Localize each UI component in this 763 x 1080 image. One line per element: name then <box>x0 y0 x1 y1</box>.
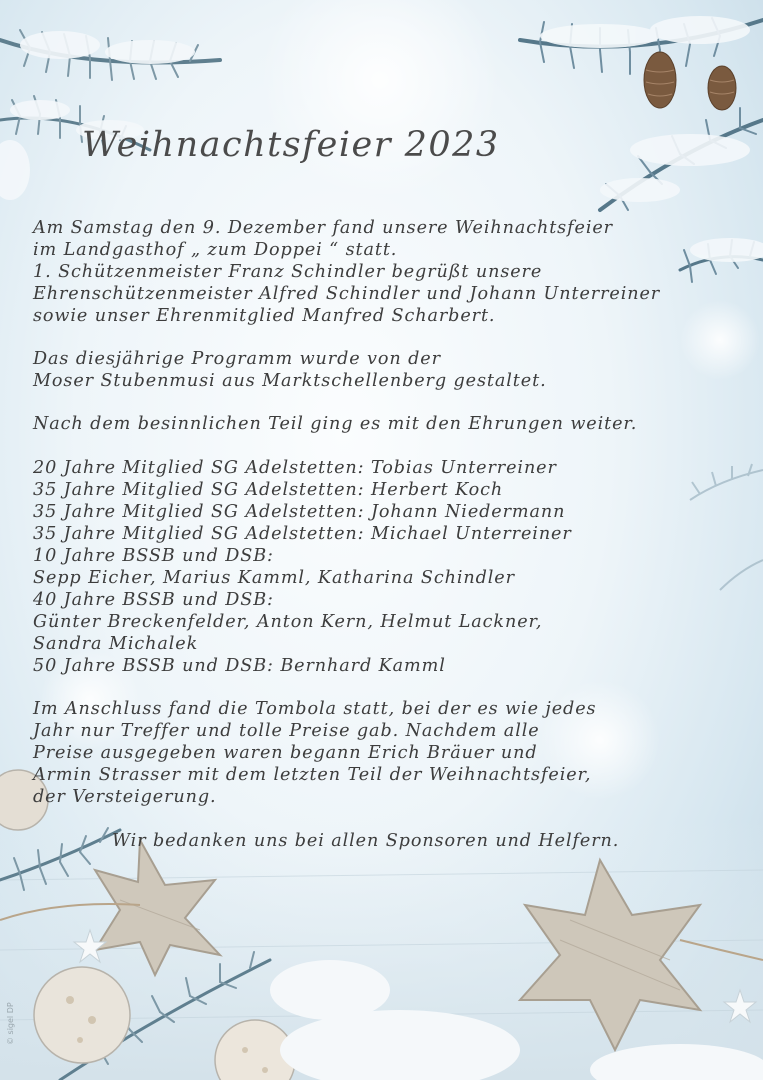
page-title: Weihnachtsfeier 2023 <box>82 125 500 165</box>
text-line: im Landgasthof „ zum Doppei “ statt. <box>33 240 398 260</box>
text-line: Moser Stubenmusi aus Marktschellenberg gestaltet. <box>33 371 547 391</box>
honor-line: Sepp Eicher, Marius Kamml, Katharina Schindler <box>33 568 515 588</box>
text-line: Am Samstag den 9. Dezember fand unsere Weihnachtsfeier <box>33 218 613 238</box>
text-line: Das diesjährige Programm wurde von der <box>33 349 441 369</box>
honor-line: 35 Jahre Mitglied SG Adelstetten: Herbert Koch <box>33 480 504 500</box>
text-line: Nach dem besinnlichen Teil ging es mit den Ehrungen weiter. <box>33 414 638 434</box>
text-line: Preise ausgegeben waren begann Erich Bräuer und <box>33 743 538 763</box>
text-line: Armin Strasser mit dem letzten Teil der Weihnachtsfeier, <box>33 765 592 785</box>
honor-line: 10 Jahre BSSB und DSB: <box>33 546 274 566</box>
honor-line: Günter Breckenfelder, Anton Kern, Helmut Lackner, <box>33 612 543 632</box>
honor-line: 50 Jahre BSSB und DSB: Bernhard Kamml <box>33 656 446 676</box>
text-line: der Versteigerung. <box>33 787 217 807</box>
text-line: 1. Schützenmeister Franz Schindler begrüßt unsere <box>33 262 543 282</box>
honor-line: 20 Jahre Mitglied SG Adelstetten: Tobias Unterreiner <box>33 458 557 478</box>
thanks-line: Wir bedanken uns bei allen Sponsoren und Helfern. <box>112 831 620 851</box>
honor-line: Sandra Michalek <box>33 634 199 654</box>
text-line: Im Anschluss fand die Tombola statt, bei der es wie jedes <box>33 699 597 719</box>
copyright-notice: © sigel DP <box>6 1002 15 1045</box>
text-line: Ehrenschützenmeister Alfred Schindler und Johann Unterreiner <box>33 284 661 304</box>
honor-line: 40 Jahre BSSB und DSB: <box>33 590 274 610</box>
text-line: Jahr nur Treffer und tolle Preise gab. Nachdem alle <box>33 721 540 741</box>
honor-line: 35 Jahre Mitglied SG Adelstetten: Michael Unterreiner <box>33 524 572 544</box>
text-line: sowie unser Ehrenmitglied Manfred Scharbert. <box>33 306 496 326</box>
honor-line: 35 Jahre Mitglied SG Adelstetten: Johann Niedermann <box>33 502 566 522</box>
